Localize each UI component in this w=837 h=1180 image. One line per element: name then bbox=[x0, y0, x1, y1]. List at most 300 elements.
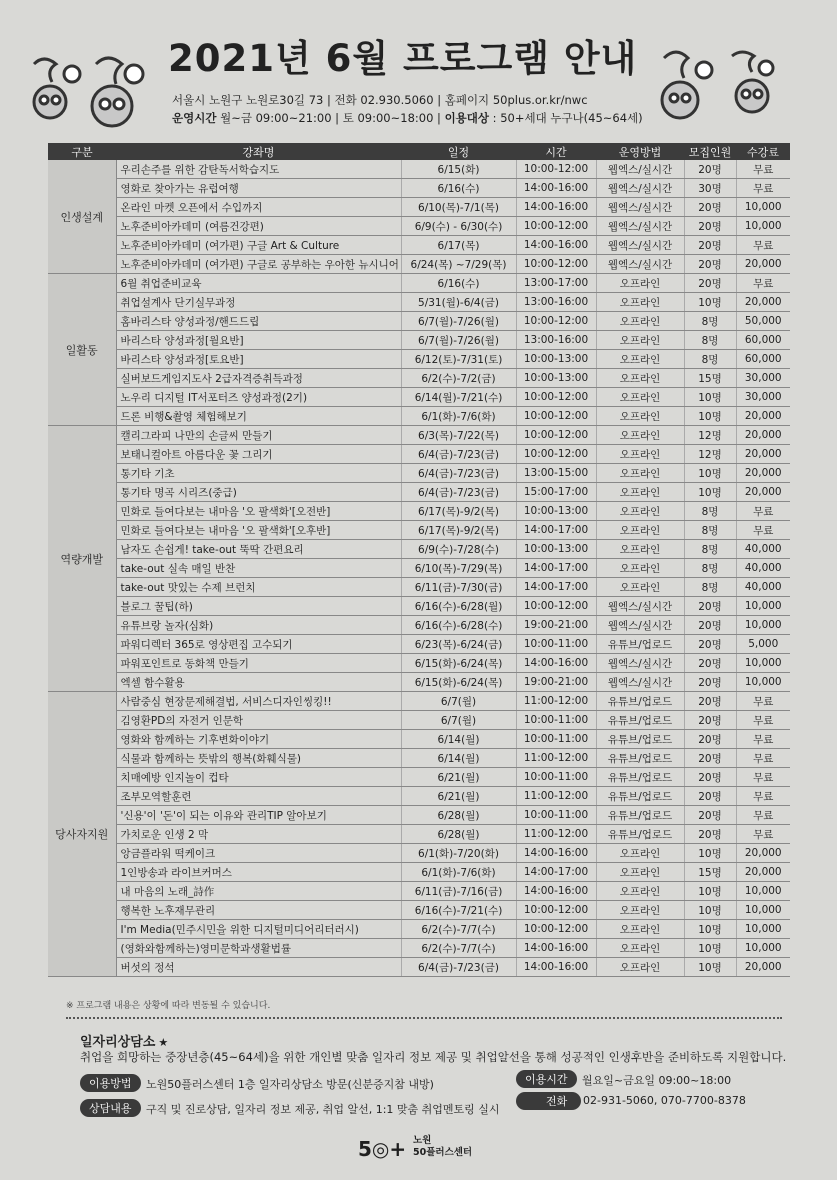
schedule-cell: 6/21(월) bbox=[401, 787, 516, 806]
fee-cell: 40,000 bbox=[736, 578, 790, 597]
table-header-row bbox=[48, 143, 790, 160]
method-cell: 오프라인 bbox=[596, 312, 684, 331]
table-row bbox=[48, 445, 790, 464]
table-row bbox=[48, 616, 790, 635]
course-name-cell: 온라인 마켓 오픈에서 수입까지 bbox=[116, 198, 401, 217]
time-cell: 14:00-17:00 bbox=[516, 863, 596, 882]
time-cell: 10:00-13:00 bbox=[516, 540, 596, 559]
schedule-cell: 6/28(월) bbox=[401, 806, 516, 825]
category-cell: 일활동 bbox=[48, 274, 116, 426]
course-name-cell: 가치로운 인생 2 막 bbox=[116, 825, 401, 844]
course-name-cell: 바리스타 양성과정[토요반] bbox=[116, 350, 401, 369]
table-row bbox=[48, 692, 790, 711]
fee-cell: 10,000 bbox=[736, 901, 790, 920]
capacity-cell: 8명 bbox=[684, 502, 736, 521]
schedule-cell: 6/17(목)-9/2(목) bbox=[401, 521, 516, 540]
capacity-cell: 30명 bbox=[684, 179, 736, 198]
capacity-cell: 20명 bbox=[684, 217, 736, 236]
capacity-cell: 20명 bbox=[684, 274, 736, 293]
capacity-cell: 8명 bbox=[684, 521, 736, 540]
fee-cell: 무료 bbox=[736, 787, 790, 806]
table-row bbox=[48, 597, 790, 616]
time-cell: 10:00-11:00 bbox=[516, 730, 596, 749]
method-cell: 오프라인 bbox=[596, 331, 684, 350]
time-cell: 13:00-16:00 bbox=[516, 331, 596, 350]
schedule-cell: 6/21(월) bbox=[401, 768, 516, 787]
fee-cell: 무료 bbox=[736, 236, 790, 255]
fee-cell: 무료 bbox=[736, 749, 790, 768]
course-name-cell: 내 마음의 노래_詩作 bbox=[116, 882, 401, 901]
capacity-cell: 20명 bbox=[684, 160, 736, 179]
course-name-cell: 실버보드게임지도사 2급자격증취득과정 bbox=[116, 369, 401, 388]
fee-cell: 30,000 bbox=[736, 369, 790, 388]
course-name-cell: 보태니컬아트 아름다운 꽃 그리기 bbox=[116, 445, 401, 464]
schedule-cell: 6/4(금)-7/23(금) bbox=[401, 464, 516, 483]
method-cell: 오프라인 bbox=[596, 958, 684, 977]
time-cell: 10:00-12:00 bbox=[516, 217, 596, 236]
course-name-cell: 드론 비행&촬영 체험해보기 bbox=[116, 407, 401, 426]
fee-cell: 20,000 bbox=[736, 407, 790, 426]
capacity-cell: 8명 bbox=[684, 312, 736, 331]
course-name-cell: (영화와함께하는)영미문학과생활법률 bbox=[116, 939, 401, 958]
capacity-cell: 10명 bbox=[684, 958, 736, 977]
capacity-cell: 15명 bbox=[684, 863, 736, 882]
method-cell: 유튜브/업로드 bbox=[596, 768, 684, 787]
table-row bbox=[48, 521, 790, 540]
method-cell: 오프라인 bbox=[596, 293, 684, 312]
divider bbox=[66, 1017, 782, 1019]
fee-cell: 무료 bbox=[736, 502, 790, 521]
time-cell: 14:00-16:00 bbox=[516, 844, 596, 863]
table-row bbox=[48, 255, 790, 274]
content-label-badge: 상담내용 bbox=[80, 1099, 141, 1117]
job-center-description: 취업을 희망하는 중장년층(45~64세)을 위한 개인별 맞춤 일자리 정보 제공 및 취업알선을 통해 성공적인 인생후반을 준비하도록 지원합니다. bbox=[80, 1050, 787, 1064]
category-cell: 인생설계 bbox=[48, 160, 116, 274]
content-value: 구직 및 진로상담, 일자리 정보 제공, 취업 알선, 1:1 맞춤 취업멘토링 실시 bbox=[146, 1103, 500, 1116]
time-cell: 14:00-16:00 bbox=[516, 939, 596, 958]
course-name-cell: 사람중심 현장문제해결법, 서비스디자인씽킹!! bbox=[116, 692, 401, 711]
job-center-title-text: 일자리상담소 bbox=[80, 1035, 156, 1050]
table-row bbox=[48, 882, 790, 901]
capacity-cell: 10명 bbox=[684, 464, 736, 483]
method-cell: 오프라인 bbox=[596, 578, 684, 597]
job-center-title bbox=[80, 1031, 168, 1050]
category-cell: 당사자지원 bbox=[48, 692, 116, 977]
capacity-cell: 20명 bbox=[684, 730, 736, 749]
hours-info bbox=[172, 110, 643, 126]
time-cell: 14:00-16:00 bbox=[516, 179, 596, 198]
capacity-cell: 10명 bbox=[684, 388, 736, 407]
footer-logo: 5◎+ bbox=[358, 1137, 407, 1161]
table-row bbox=[48, 236, 790, 255]
fee-cell: 60,000 bbox=[736, 350, 790, 369]
time-cell: 10:00-12:00 bbox=[516, 160, 596, 179]
header-schedule: 일정 bbox=[401, 143, 516, 160]
capacity-cell: 10명 bbox=[684, 901, 736, 920]
schedule-cell: 6/2(수)-7/7(수) bbox=[401, 939, 516, 958]
header-course: 강좌명 bbox=[116, 143, 401, 160]
schedule-cell: 6/16(수) bbox=[401, 274, 516, 293]
time-cell: 10:00-13:00 bbox=[516, 502, 596, 521]
course-name-cell: 행복한 노후재무관리 bbox=[116, 901, 401, 920]
fee-cell: 10,000 bbox=[736, 217, 790, 236]
fee-cell: 10,000 bbox=[736, 920, 790, 939]
capacity-cell: 20명 bbox=[684, 198, 736, 217]
fee-cell: 20,000 bbox=[736, 483, 790, 502]
fee-cell: 10,000 bbox=[736, 597, 790, 616]
capacity-cell: 8명 bbox=[684, 578, 736, 597]
method-cell: 오프라인 bbox=[596, 863, 684, 882]
time-cell: 10:00-11:00 bbox=[516, 806, 596, 825]
time-cell: 10:00-12:00 bbox=[516, 388, 596, 407]
contact-info: 서울시 노원구 노원로30길 73 | 전화 02.930.5060 | 홈페이지 50plus.or.kr/nwc bbox=[172, 93, 588, 107]
capacity-cell: 20명 bbox=[684, 787, 736, 806]
time-cell: 19:00-21:00 bbox=[516, 673, 596, 692]
method-cell: 웹엑스/실시간 bbox=[596, 654, 684, 673]
course-name-cell: 김영환PD의 자전거 인문학 bbox=[116, 711, 401, 730]
time-cell: 13:00-16:00 bbox=[516, 293, 596, 312]
fee-cell: 무료 bbox=[736, 692, 790, 711]
course-name-cell: 노후준비아카데미 (여가편) 구글 Art & Culture bbox=[116, 236, 401, 255]
course-name-cell: 식물과 함께하는 뜻밖의 행복(화훼식물) bbox=[116, 749, 401, 768]
capacity-cell: 15명 bbox=[684, 369, 736, 388]
capacity-cell: 10명 bbox=[684, 293, 736, 312]
fee-cell: 10,000 bbox=[736, 882, 790, 901]
schedule-cell: 6/3(목)-7/22(목) bbox=[401, 426, 516, 445]
capacity-cell: 20명 bbox=[684, 768, 736, 787]
course-name-cell: 통기타 기초 bbox=[116, 464, 401, 483]
method-cell: 오프라인 bbox=[596, 388, 684, 407]
fee-cell: 20,000 bbox=[736, 863, 790, 882]
table-row bbox=[48, 312, 790, 331]
table-row bbox=[48, 179, 790, 198]
hours-value: 월~금 09:00~21:00 | 토 09:00~18:00 | bbox=[216, 111, 445, 125]
time-cell: 10:00-12:00 bbox=[516, 255, 596, 274]
capacity-cell: 20명 bbox=[684, 236, 736, 255]
table-row bbox=[48, 483, 790, 502]
method-cell: 오프라인 bbox=[596, 559, 684, 578]
capacity-cell: 20명 bbox=[684, 635, 736, 654]
capacity-cell: 20명 bbox=[684, 255, 736, 274]
method-cell: 유튜브/업로드 bbox=[596, 635, 684, 654]
method-cell: 오프라인 bbox=[596, 369, 684, 388]
schedule-cell: 6/7(월) bbox=[401, 692, 516, 711]
schedule-cell: 6/11(금)-7/16(금) bbox=[401, 882, 516, 901]
capacity-cell: 8명 bbox=[684, 559, 736, 578]
schedule-cell: 6/9(수) - 6/30(수) bbox=[401, 217, 516, 236]
schedule-cell: 6/14(월) bbox=[401, 749, 516, 768]
time-cell: 10:00-12:00 bbox=[516, 312, 596, 331]
table-row bbox=[48, 749, 790, 768]
fee-cell: 40,000 bbox=[736, 559, 790, 578]
fee-cell: 무료 bbox=[736, 274, 790, 293]
table-row bbox=[48, 331, 790, 350]
time-cell: 10:00-12:00 bbox=[516, 445, 596, 464]
course-name-cell: 남자도 손쉽게! take-out 뚝딱 간편요리 bbox=[116, 540, 401, 559]
fee-cell: 무료 bbox=[736, 730, 790, 749]
course-name-cell: 영화로 찾아가는 유럽여행 bbox=[116, 179, 401, 198]
course-name-cell: 우리손주를 위한 감탄독서학습지도 bbox=[116, 160, 401, 179]
schedule-cell: 6/7(월)-7/26(월) bbox=[401, 312, 516, 331]
capacity-cell: 10명 bbox=[684, 939, 736, 958]
course-name-cell: 엑셀 함수활용 bbox=[116, 673, 401, 692]
time-cell: 11:00-12:00 bbox=[516, 692, 596, 711]
schedule-cell: 6/1(화)-7/6(화) bbox=[401, 407, 516, 426]
mascot-right-icon bbox=[654, 40, 784, 130]
schedule-cell: 6/15(화)-6/24(목) bbox=[401, 673, 516, 692]
hours-label: 운영시간 bbox=[172, 111, 217, 125]
method-cell: 오프라인 bbox=[596, 502, 684, 521]
course-name-cell: 버섯의 정석 bbox=[116, 958, 401, 977]
capacity-cell: 10명 bbox=[684, 407, 736, 426]
schedule-cell: 6/23(목)-6/24(금) bbox=[401, 635, 516, 654]
course-name-cell: 취업설계사 단기실무과정 bbox=[116, 293, 401, 312]
time-value: 월요일~금요일 09:00~18:00 bbox=[582, 1074, 732, 1087]
notice-text: ※ 프로그램 내용은 상황에 따라 변동될 수 있습니다. bbox=[66, 1001, 271, 1011]
method-cell: 유튜브/업로드 bbox=[596, 692, 684, 711]
fee-cell: 10,000 bbox=[736, 654, 790, 673]
method-cell: 오프라인 bbox=[596, 844, 684, 863]
table-row bbox=[48, 958, 790, 977]
course-name-cell: take-out 실속 매일 반찬 bbox=[116, 559, 401, 578]
fee-cell: 무료 bbox=[736, 179, 790, 198]
fee-cell: 20,000 bbox=[736, 464, 790, 483]
course-name-cell: 민화로 들여다보는 내마음 '오 팔색화'[오후반] bbox=[116, 521, 401, 540]
header-fee: 수강료 bbox=[736, 143, 790, 160]
course-name-cell: I'm Media(민주시민을 위한 디지털미디어리터러시) bbox=[116, 920, 401, 939]
course-name-cell: 노우리 디지털 IT서포터즈 양성과정(2기) bbox=[116, 388, 401, 407]
table-row bbox=[48, 730, 790, 749]
course-name-cell: 통기타 명곡 시리즈(중급) bbox=[116, 483, 401, 502]
fee-cell: 5,000 bbox=[736, 635, 790, 654]
course-name-cell: '신용'이 '돈'이 되는 이유와 관리TIP 알아보기 bbox=[116, 806, 401, 825]
course-name-cell: 홈바리스타 양성과정/핸드드립 bbox=[116, 312, 401, 331]
table-row bbox=[48, 274, 790, 293]
header-method: 운영방법 bbox=[596, 143, 684, 160]
footer-name-line1: 노원 bbox=[413, 1135, 432, 1146]
fee-cell: 20,000 bbox=[736, 445, 790, 464]
schedule-cell: 6/4(금)-7/23(금) bbox=[401, 445, 516, 464]
time-cell: 13:00-15:00 bbox=[516, 464, 596, 483]
method-cell: 오프라인 bbox=[596, 274, 684, 293]
time-cell: 11:00-12:00 bbox=[516, 825, 596, 844]
method-cell: 오프라인 bbox=[596, 350, 684, 369]
course-name-cell: 바리스타 양성과정[월요반] bbox=[116, 331, 401, 350]
fee-cell: 40,000 bbox=[736, 540, 790, 559]
method-cell: 오프라인 bbox=[596, 483, 684, 502]
method-cell: 웹엑스/실시간 bbox=[596, 179, 684, 198]
time-cell: 10:00-12:00 bbox=[516, 920, 596, 939]
method-cell: 웹엑스/실시간 bbox=[596, 198, 684, 217]
header-time: 시간 bbox=[516, 143, 596, 160]
capacity-cell: 20명 bbox=[684, 711, 736, 730]
table-row bbox=[48, 198, 790, 217]
course-name-cell: 조부모역할훈련 bbox=[116, 787, 401, 806]
method-cell: 오프라인 bbox=[596, 882, 684, 901]
footer-name-line2: 50플러스센터 bbox=[413, 1147, 473, 1158]
schedule-cell: 6/4(금)-7/23(금) bbox=[401, 483, 516, 502]
schedule-cell: 6/7(월) bbox=[401, 711, 516, 730]
time-cell: 10:00-11:00 bbox=[516, 768, 596, 787]
fee-cell: 50,000 bbox=[736, 312, 790, 331]
time-cell: 14:00-17:00 bbox=[516, 559, 596, 578]
time-cell: 10:00-13:00 bbox=[516, 350, 596, 369]
fee-cell: 20,000 bbox=[736, 255, 790, 274]
schedule-cell: 6/12(토)-7/31(토) bbox=[401, 350, 516, 369]
method-cell: 유튜브/업로드 bbox=[596, 730, 684, 749]
time-cell: 15:00-17:00 bbox=[516, 483, 596, 502]
fee-cell: 10,000 bbox=[736, 198, 790, 217]
method-cell: 오프라인 bbox=[596, 901, 684, 920]
target-label: 이용대상 bbox=[444, 111, 490, 125]
time-cell: 10:00-12:00 bbox=[516, 407, 596, 426]
table-row bbox=[48, 768, 790, 787]
course-name-cell: 블로그 꿀팁(하) bbox=[116, 597, 401, 616]
time-cell: 10:00-11:00 bbox=[516, 635, 596, 654]
capacity-cell: 10명 bbox=[684, 844, 736, 863]
time-cell: 10:00-13:00 bbox=[516, 369, 596, 388]
table-row bbox=[48, 502, 790, 521]
fee-cell: 무료 bbox=[736, 521, 790, 540]
table-row bbox=[48, 369, 790, 388]
method-cell: 오프라인 bbox=[596, 939, 684, 958]
time-cell: 14:00-16:00 bbox=[516, 882, 596, 901]
capacity-cell: 20명 bbox=[684, 597, 736, 616]
fee-cell: 60,000 bbox=[736, 331, 790, 350]
schedule-cell: 6/14(월)-7/21(수) bbox=[401, 388, 516, 407]
table-row bbox=[48, 825, 790, 844]
schedule-cell: 6/14(월) bbox=[401, 730, 516, 749]
table-row bbox=[48, 540, 790, 559]
course-name-cell: 앙금플라워 떡케이크 bbox=[116, 844, 401, 863]
method-value: 노원50플러스센터 1층 일자리상담소 방문(신분증지참 내방) bbox=[146, 1078, 434, 1091]
table-row bbox=[48, 787, 790, 806]
schedule-cell: 6/16(수) bbox=[401, 179, 516, 198]
table-row bbox=[48, 388, 790, 407]
time-cell: 14:00-16:00 bbox=[516, 236, 596, 255]
capacity-cell: 12명 bbox=[684, 445, 736, 464]
course-name-cell: 캘리그라피 나만의 손글씨 만들기 bbox=[116, 426, 401, 445]
fee-cell: 10,000 bbox=[736, 939, 790, 958]
time-cell: 10:00-12:00 bbox=[516, 426, 596, 445]
method-cell: 오프라인 bbox=[596, 540, 684, 559]
method-cell: 오프라인 bbox=[596, 521, 684, 540]
time-cell: 14:00-17:00 bbox=[516, 521, 596, 540]
time-cell: 10:00-11:00 bbox=[516, 711, 596, 730]
table-row bbox=[48, 293, 790, 312]
method-cell: 유튜브/업로드 bbox=[596, 711, 684, 730]
capacity-cell: 20명 bbox=[684, 616, 736, 635]
schedule-cell: 6/24(목) ~7/29(목) bbox=[401, 255, 516, 274]
method-cell: 웹엑스/실시간 bbox=[596, 673, 684, 692]
fee-cell: 무료 bbox=[736, 768, 790, 787]
method-cell: 오프라인 bbox=[596, 920, 684, 939]
table-row bbox=[48, 654, 790, 673]
header-category: 구분 bbox=[48, 143, 116, 160]
program-table bbox=[48, 143, 790, 977]
schedule-cell: 6/10(목)-7/1(목) bbox=[401, 198, 516, 217]
method-cell: 웹엑스/실시간 bbox=[596, 616, 684, 635]
time-cell: 14:00-17:00 bbox=[516, 578, 596, 597]
fee-cell: 무료 bbox=[736, 160, 790, 179]
capacity-cell: 20명 bbox=[684, 692, 736, 711]
table-row bbox=[48, 920, 790, 939]
table-row bbox=[48, 711, 790, 730]
fee-cell: 무료 bbox=[736, 825, 790, 844]
fee-cell: 10,000 bbox=[736, 673, 790, 692]
table-row bbox=[48, 806, 790, 825]
course-name-cell: 파워포인트로 동화책 만들기 bbox=[116, 654, 401, 673]
fee-cell: 10,000 bbox=[736, 616, 790, 635]
method-cell: 유튜브/업로드 bbox=[596, 787, 684, 806]
schedule-cell: 6/28(월) bbox=[401, 825, 516, 844]
time-cell: 14:00-16:00 bbox=[516, 654, 596, 673]
time-cell: 11:00-12:00 bbox=[516, 787, 596, 806]
table-row bbox=[48, 350, 790, 369]
method-cell: 오프라인 bbox=[596, 445, 684, 464]
fee-cell: 무료 bbox=[736, 711, 790, 730]
course-name-cell: 유튜브랑 놀자(심화) bbox=[116, 616, 401, 635]
fee-cell: 20,000 bbox=[736, 958, 790, 977]
table-row bbox=[48, 863, 790, 882]
table-row bbox=[48, 407, 790, 426]
fee-cell: 30,000 bbox=[736, 388, 790, 407]
schedule-cell: 6/16(수)-6/28(월) bbox=[401, 597, 516, 616]
table-row bbox=[48, 844, 790, 863]
schedule-cell: 6/16(수)-7/21(수) bbox=[401, 901, 516, 920]
course-name-cell: 파워디렉터 365로 영상편집 고수되기 bbox=[116, 635, 401, 654]
time-label-badge: 이용시간 bbox=[516, 1070, 577, 1088]
schedule-cell: 6/7(월)-7/26(월) bbox=[401, 331, 516, 350]
table-row bbox=[48, 160, 790, 179]
method-cell: 웹엑스/실시간 bbox=[596, 597, 684, 616]
category-cell: 역량개발 bbox=[48, 426, 116, 692]
method-cell: 오프라인 bbox=[596, 464, 684, 483]
table-row bbox=[48, 673, 790, 692]
capacity-cell: 20명 bbox=[684, 806, 736, 825]
method-cell: 오프라인 bbox=[596, 407, 684, 426]
target-value: : 50+세대 누구나(45~64세) bbox=[489, 111, 643, 125]
course-name-cell: 영화와 함께하는 기후변화이야기 bbox=[116, 730, 401, 749]
method-cell: 웹엑스/실시간 bbox=[596, 160, 684, 179]
course-name-cell: 1인방송과 라이브커머스 bbox=[116, 863, 401, 882]
time-cell: 14:00-16:00 bbox=[516, 958, 596, 977]
time-cell: 14:00-16:00 bbox=[516, 198, 596, 217]
star-icon: ★ bbox=[158, 1036, 169, 1049]
course-name-cell: 6월 취업준비교육 bbox=[116, 274, 401, 293]
schedule-cell: 6/2(수)-7/2(금) bbox=[401, 369, 516, 388]
table-row bbox=[48, 901, 790, 920]
schedule-cell: 6/17(목)-9/2(목) bbox=[401, 502, 516, 521]
course-name-cell: 노후준비아카데미 (여가편) 구글로 공부하는 우아한 뉴시니어 bbox=[116, 255, 401, 274]
capacity-cell: 10명 bbox=[684, 483, 736, 502]
footer-center-name bbox=[413, 1135, 472, 1159]
phone-label-badge: 전화 bbox=[516, 1092, 581, 1110]
fee-cell: 20,000 bbox=[736, 426, 790, 445]
time-cell: 11:00-12:00 bbox=[516, 749, 596, 768]
schedule-cell: 6/11(금)-7/30(금) bbox=[401, 578, 516, 597]
course-name-cell: 치매예방 인지놀이 컵타 bbox=[116, 768, 401, 787]
fee-cell: 무료 bbox=[736, 806, 790, 825]
course-name-cell: take-out 맛있는 수제 브런치 bbox=[116, 578, 401, 597]
time-cell: 13:00-17:00 bbox=[516, 274, 596, 293]
method-cell: 유튜브/업로드 bbox=[596, 825, 684, 844]
capacity-cell: 20명 bbox=[684, 825, 736, 844]
method-cell: 유튜브/업로드 bbox=[596, 806, 684, 825]
capacity-cell: 8명 bbox=[684, 540, 736, 559]
method-cell: 유튜브/업로드 bbox=[596, 749, 684, 768]
method-cell: 웹엑스/실시간 bbox=[596, 217, 684, 236]
